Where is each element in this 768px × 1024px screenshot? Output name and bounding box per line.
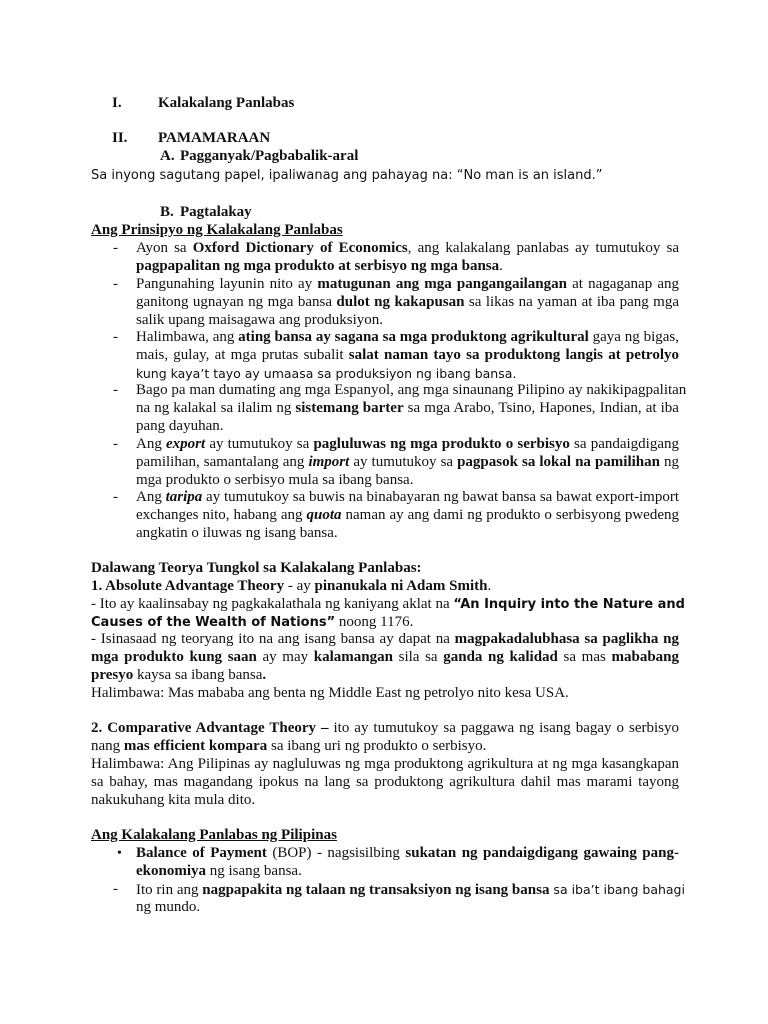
bop-line-2: ekonomiya ng isang bansa. [136,863,302,879]
dash-bullet: - [113,240,118,256]
comparative-advantage-example-line-3: nakukuhang kita mula dito. [91,792,256,808]
absolute-advantage-line-2: - Ito ay kaalinsabay ng pagkakalathala ng kaniyang aklat na “An Inquiry into the Nature and [91,596,685,612]
subsection-title-b: Pagtalakay [180,204,252,220]
bop-line-4: ng mundo. [136,899,201,915]
prinsipyo-bullet-4-line-3: pang dayuhan. [136,418,224,434]
prinsipyo-bullet-2-line-3: salik upang maisagawa ang produksiyon. [136,312,384,328]
prinsipyo-bullet-5-line-3: mga produkto o serbisyo mula sa ibang bansa. [136,472,414,488]
prinsipyo-bullet-3-line-2: mais, gulay, at mga prutas subalit salat naman tayo sa produktong langis at petrolyo [136,347,679,363]
prinsipyo-bullet-3-line-1: Halimbawa, ang ating bansa ay sagana sa mga produktong agrikultural gaya ng bigas, [136,329,679,345]
absolute-advantage-line-6: presyo kaysa sa ibang bansa. [91,667,267,683]
prinsipyo-bullet-6-line-2: exchanges nito, habang ang quota naman ay ang dami ng produkto o serbisyong pwedeng [136,507,679,523]
dash-bullet: - [113,489,118,505]
bullet-dot: • [117,846,122,861]
prinsipyo-bullet-6-line-3: angkatin o iluwas ng isang bansa. [136,525,338,541]
dash-bullet: - [113,329,118,345]
bop-line-1: Balance of Payment (BOP) - nagsisilbing sukatan ng pandaigdigang gawaing pang- [136,845,679,861]
outline-number-i: I. [112,95,122,111]
prinsipyo-bullet-4-line-2: na ng kalakal sa ilalim ng sistemang barter sa mga Arabo, Tsino, Hapones, Indian, at iba [136,400,679,416]
dash-bullet: - [113,881,118,897]
comparative-advantage-example-line-1: Halimbawa: Ang Pilipinas ay nagluluwas ng mga produktong agrikultura at ng mga kasangkapan [91,756,679,772]
prinsipyo-bullet-1-line-1: Ayon sa Oxford Dictionary of Economics, ang kalakalang panlabas ay tumutukoy sa [136,240,680,256]
prinsipyo-bullet-4-line-1: Bago pa man dumating ang mga Espanyol, ang mga sinaunang Pilipino ay nakikipagpalitan [136,382,687,398]
prinsipyo-bullet-5-line-1: Ang export ay tumutukoy sa pagluluwas ng mga produkto o serbisyo sa pandaigdigang [136,436,680,452]
comparative-advantage-line-2: nang mas efficient kompara sa ibang uri ng produkto o serbisyo. [91,738,487,754]
pilipinas-heading: Ang Kalakalang Panlabas ng Pilipinas [91,827,337,843]
outline-number-ii: II. [112,130,128,146]
comparative-advantage-title-line: 2. Comparative Advantage Theory – ito ay tumutukoy sa paggawa ng isang bagay o serbisyo [91,720,679,736]
absolute-advantage-line-4: - Isinasaad ng teoryang ito na ang isang bansa ay dapat na magpakadalubhasa sa paglikha ng [91,631,679,647]
prinsipyo-bullet-5-line-2: pamilihan, samantalang ang import ay tumutukoy sa pagpasok sa lokal na pamilihan ng [136,454,679,470]
absolute-advantage-line-5: mga produkto kung saan ay may kalamangan sila sa ganda ng kalidad sa mas mababang [91,649,680,665]
pagganyak-instruction: Sa inyong sagutang papel, ipaliwanag ang pahayag na: “No man is an island.” [91,168,603,183]
prinsipyo-heading: Ang Prinsipyo ng Kalakalang Panlabas [91,222,343,238]
section-title-i: Kalakalang Panlabas [158,95,295,111]
prinsipyo-bullet-2-line-2: ganitong ugnayan ng mga bansa dulot ng kakapusan sa likas na yaman at iba pang mga [136,294,679,310]
prinsipyo-bullet-6-line-1: Ang taripa ay tumutukoy sa buwis na binabayaran ng bawat bansa sa bawat export-import [136,489,679,505]
dash-bullet: - [113,382,118,398]
subsection-label-a: A. [160,148,175,164]
prinsipyo-bullet-2-line-1: Pangunahing layunin nito ay matugunan ang mga pangangailangan at nagaganap ang [136,276,679,292]
subsection-title-a: Pagganyak/Pagbabalik-aral [180,148,359,164]
subsection-label-b: B. [160,204,174,220]
dash-bullet: - [113,436,118,452]
dash-bullet: - [113,276,118,292]
prinsipyo-bullet-1-line-2: pagpapalitan ng mga produkto at serbisyo ng mga bansa. [136,258,503,274]
absolute-advantage-line-3: Causes of the Wealth of Nations” noong 1176. [91,614,414,630]
comparative-advantage-example-line-2: sa bahay, mas magandang ipokus na lang sa produktong agrikultura dahil mas marami tayong [91,774,679,790]
section-title-ii: PAMAMARAAN [158,130,271,146]
absolute-advantage-example: Halimbawa: Mas mababa ang benta ng Middle East ng petrolyo nito kesa USA. [91,685,569,701]
prinsipyo-bullet-3-line-3: kung kaya’t tayo ay umaasa sa produksiyon ng ibang bansa. [136,366,517,381]
absolute-advantage-title-line: 1. Absolute Advantage Theory - ay pinanukala ni Adam Smith. [91,578,492,594]
bop-line-3: Ito rin ang nagpapakita ng talaan ng transaksiyon ng isang bansa sa iba’t ibang bahagi [136,882,685,898]
teorya-heading: Dalawang Teorya Tungkol sa Kalakalang Panlabas: [91,560,422,576]
